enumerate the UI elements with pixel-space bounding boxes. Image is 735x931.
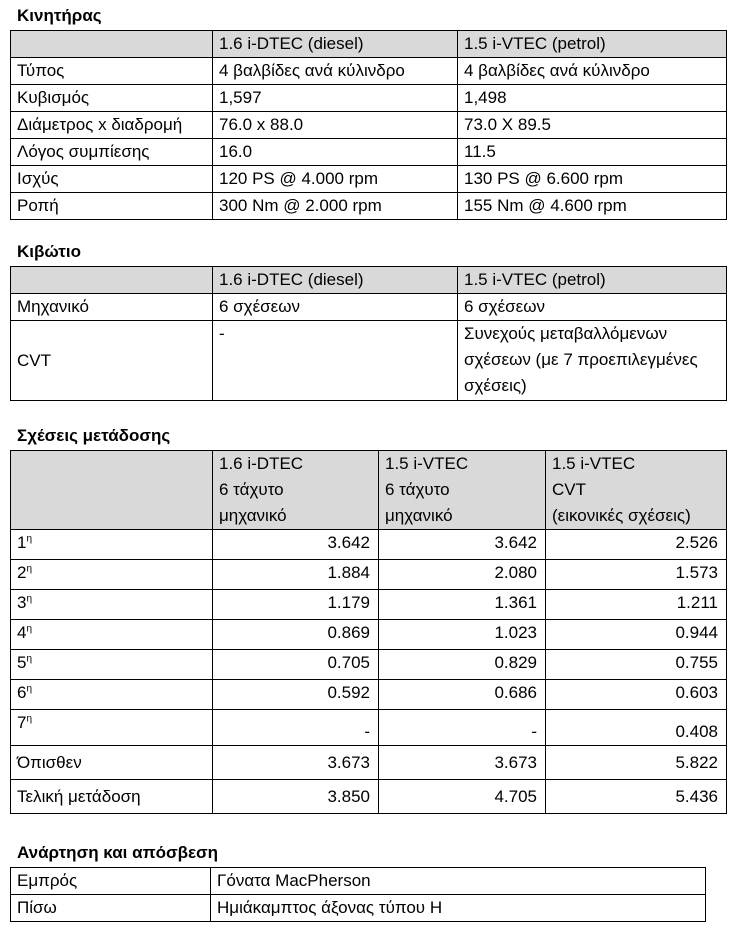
ratio-row-reverse: [11, 746, 727, 780]
gearbox-header-empty: [11, 267, 213, 294]
header-line: 1.6 i-DTEC: [219, 454, 304, 473]
engine-table: [10, 30, 727, 220]
diesel-value: 4 βαλβίδες ανά κύλινδρο: [213, 58, 458, 85]
ratio-row-4: [11, 620, 727, 650]
header-line: 1.5 i-VTEC: [552, 454, 636, 473]
ratio-row-final-drive: [11, 780, 727, 814]
header-line: μηχανικό: [219, 506, 287, 525]
ratio-value: 0.944: [546, 620, 727, 650]
row-label: Λόγος συμπίεσης: [11, 139, 213, 166]
diesel-value: 16.0: [213, 139, 458, 166]
header-line: CVT: [552, 480, 586, 499]
engine-row-torque: [11, 193, 727, 220]
ratio-value: -: [379, 710, 546, 746]
gear-label: $4^\eta$: [11, 620, 213, 650]
engine-section-title: Κινητήρας: [17, 6, 102, 25]
header-line: 6 τάχυτο: [219, 480, 284, 499]
ratio-value: 5.436: [546, 780, 727, 814]
ratio-row-5: [11, 650, 727, 680]
ratio-value: 0.869: [213, 620, 379, 650]
petrol-value: Συνεχούς μεταβαλλόμενων σχέσεων (με 7 προεπιλεγμένες σχέσεις): [458, 321, 727, 401]
ratio-value: 3.673: [379, 746, 546, 780]
gear-label: $7^\eta$: [11, 710, 213, 746]
ratio-value: 3.642: [379, 530, 546, 560]
header-line: 1.5 i-VTEC: [385, 454, 469, 473]
ratio-row-6: [11, 680, 727, 710]
ratio-value: 0.829: [379, 650, 546, 680]
header-line: (εικονικές σχέσεις): [552, 506, 691, 525]
engine-row-compression: [11, 139, 727, 166]
engine-row-type: [11, 58, 727, 85]
ratio-row-2: [11, 560, 727, 590]
ratio-value: -: [213, 710, 379, 746]
row-label: Μηχανικό: [11, 294, 213, 321]
diesel-value: -: [213, 321, 458, 401]
ratio-value: 0.592: [213, 680, 379, 710]
gearbox-header-row: [11, 267, 727, 294]
suspension-section-title: Ανάρτηση και απόσβεση: [17, 843, 219, 862]
engine-header-empty: [11, 31, 213, 58]
ratio-value: 3.850: [213, 780, 379, 814]
ratio-value: 1.023: [379, 620, 546, 650]
row-label: Κυβισμός: [11, 85, 213, 112]
ratio-row-1: [11, 530, 727, 560]
suspension-row-front: [11, 868, 706, 895]
gear-label: $1^\eta$: [11, 530, 213, 560]
gear-label: Τελική μετάδοση: [11, 780, 213, 814]
ratio-value: 1.573: [546, 560, 727, 590]
gearbox-row-manual: [11, 294, 727, 321]
ratios-header-empty: [11, 451, 213, 530]
ratios-header-diesel-manual: [213, 451, 379, 530]
ratio-row-3: [11, 590, 727, 620]
ratio-value: 5.822: [546, 746, 727, 780]
ratio-value: 1.361: [379, 590, 546, 620]
ratio-value: 0.755: [546, 650, 727, 680]
header-line: 6 τάχυτο: [385, 480, 450, 499]
diesel-value: 1,597: [213, 85, 458, 112]
ratios-section-title: Σχέσεις μετάδοσης: [17, 426, 171, 445]
ratios-header-row: [11, 451, 727, 530]
engine-header-row: [11, 31, 727, 58]
petrol-value: 1,498: [458, 85, 727, 112]
ratio-value: 0.686: [379, 680, 546, 710]
diesel-value: 120 PS @ 4.000 rpm: [213, 166, 458, 193]
gear-label: $6^\eta$: [11, 680, 213, 710]
gear-label: $5^\eta$: [11, 650, 213, 680]
ratio-value: 0.603: [546, 680, 727, 710]
gear-label: $2^\eta$: [11, 560, 213, 590]
row-label: CVT: [11, 321, 213, 401]
petrol-value: 130 PS @ 6.600 rpm: [458, 166, 727, 193]
gearbox-table: [10, 266, 727, 401]
ratio-value: 3.673: [213, 746, 379, 780]
petrol-value: 11.5: [458, 139, 727, 166]
row-label: Διάμετρος x διαδρομή: [11, 112, 213, 139]
ratio-value: 4.705: [379, 780, 546, 814]
engine-row-power: [11, 166, 727, 193]
ratios-header-petrol-manual: [379, 451, 546, 530]
diesel-value: 300 Nm @ 2.000 rpm: [213, 193, 458, 220]
ratio-value: 0.408: [546, 710, 727, 746]
gearbox-header-petrol: 1.5 i-VTEC (petrol): [458, 267, 727, 294]
row-label: Ροπή: [11, 193, 213, 220]
petrol-value: 155 Nm @ 4.600 rpm: [458, 193, 727, 220]
gear-label: Όπισθεν: [11, 746, 213, 780]
header-line: μηχανικό: [385, 506, 453, 525]
ratio-value: 1.211: [546, 590, 727, 620]
ratio-row-7: [11, 710, 727, 746]
petrol-value: 73.0 X 89.5: [458, 112, 727, 139]
diesel-value: 6 σχέσεων: [213, 294, 458, 321]
gearbox-header-diesel: 1.6 i-DTEC (diesel): [213, 267, 458, 294]
ratio-value: 1.179: [213, 590, 379, 620]
ratios-header-petrol-cvt: [546, 451, 727, 530]
suspension-row-rear: [11, 895, 706, 922]
petrol-value: 4 βαλβίδες ανά κύλινδρο: [458, 58, 727, 85]
row-label: Τύπος: [11, 58, 213, 85]
suspension-value: Γόνατα MacPherson: [211, 868, 706, 895]
ratios-table: [10, 450, 727, 814]
engine-row-bore-stroke: [11, 112, 727, 139]
ratio-value: 0.705: [213, 650, 379, 680]
ratio-value: 2.526: [546, 530, 727, 560]
engine-row-displacement: [11, 85, 727, 112]
engine-header-diesel: 1.6 i-DTEC (diesel): [213, 31, 458, 58]
row-label: Ισχύς: [11, 166, 213, 193]
suspension-value: Ημιάκαμπτος άξονας τύπου H: [211, 895, 706, 922]
engine-header-petrol: 1.5 i-VTEC (petrol): [458, 31, 727, 58]
ratio-value: 2.080: [379, 560, 546, 590]
petrol-value: 6 σχέσεων: [458, 294, 727, 321]
row-label: Πίσω: [11, 895, 211, 922]
ratio-value: 3.642: [213, 530, 379, 560]
diesel-value: 76.0 x 88.0: [213, 112, 458, 139]
gear-label: $3^\eta$: [11, 590, 213, 620]
gearbox-row-cvt: [11, 321, 727, 401]
row-label: Εμπρός: [11, 868, 211, 895]
suspension-table: [10, 867, 706, 922]
ratio-value: 1.884: [213, 560, 379, 590]
gearbox-section-title: Κιβώτιο: [17, 242, 81, 261]
